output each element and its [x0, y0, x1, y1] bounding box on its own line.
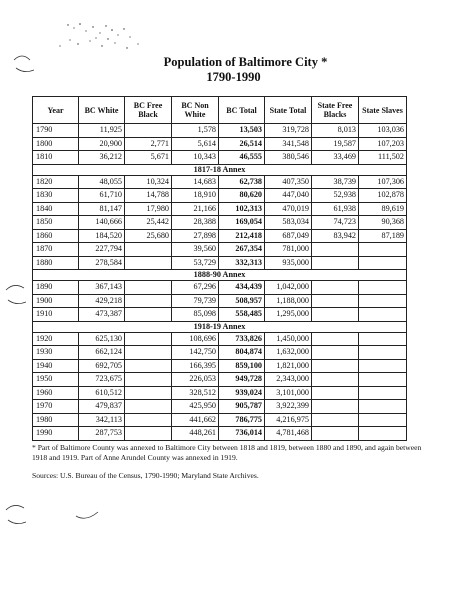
table-cell	[125, 373, 172, 387]
table-cell	[125, 243, 172, 257]
table-cell: 733,826	[219, 332, 265, 346]
table-row	[33, 373, 407, 387]
table-cell: 687,049	[265, 229, 312, 243]
table-cell: 328,512	[172, 386, 219, 400]
table-cell: 3,101,000	[265, 386, 312, 400]
table-cell: 38,739	[312, 175, 359, 189]
footnote: * Part of Baltimore County was annexed to Baltimore City between 1818 and 1819, between 1880 and 1890, and again between 1918 and 1919. Part of Anne Arundel County was annexed in 1919.	[32, 443, 422, 462]
table-cell: 25,680	[125, 229, 172, 243]
table-cell: 46,555	[219, 151, 265, 165]
table-row	[33, 386, 407, 400]
annex-label: 1918-19 Annex	[33, 321, 407, 332]
table-cell: 1,295,000	[265, 308, 312, 322]
table-cell: 25,442	[125, 216, 172, 230]
table-row	[33, 124, 407, 138]
column-header: Year	[33, 97, 79, 124]
table-header-row	[33, 97, 407, 124]
table-cell	[359, 281, 407, 295]
table-cell: 111,502	[359, 151, 407, 165]
table-cell: 448,261	[172, 427, 219, 441]
table-cell	[312, 400, 359, 414]
table-cell: 36,212	[79, 151, 125, 165]
table-cell: 107,306	[359, 175, 407, 189]
table-row	[33, 427, 407, 441]
table-cell: 26,514	[219, 137, 265, 151]
table-cell	[312, 281, 359, 295]
document-subtitle: 1790-1990	[206, 70, 261, 84]
table-cell: 90,368	[359, 216, 407, 230]
table-row	[33, 216, 407, 230]
table-cell: 367,143	[79, 281, 125, 295]
table-cell: 212,418	[219, 229, 265, 243]
table-cell: 804,874	[219, 346, 265, 360]
table-row	[33, 243, 407, 257]
table-cell: 278,584	[79, 256, 125, 270]
table-cell: 1,821,000	[265, 359, 312, 373]
table-cell: 508,957	[219, 294, 265, 308]
table-cell: 1,632,000	[265, 346, 312, 360]
table-row	[33, 229, 407, 243]
table-cell: 1,450,000	[265, 332, 312, 346]
table-row	[33, 175, 407, 189]
table-row	[33, 413, 407, 427]
table-cell: 81,147	[79, 202, 125, 216]
table-cell: 1960	[33, 386, 79, 400]
annex-label: 1888-90 Annex	[33, 270, 407, 281]
table-cell: 102,313	[219, 202, 265, 216]
table-row	[33, 359, 407, 373]
table-cell: 342,113	[79, 413, 125, 427]
table-cell: 11,925	[79, 124, 125, 138]
table-cell	[312, 243, 359, 257]
table-cell: 859,100	[219, 359, 265, 373]
table-cell	[125, 281, 172, 295]
annex-row	[33, 270, 407, 281]
column-header: BC Total	[219, 97, 265, 124]
table-cell: 692,705	[79, 359, 125, 373]
table-cell: 53,729	[172, 256, 219, 270]
table-cell	[125, 413, 172, 427]
table-body	[33, 124, 407, 441]
table-cell: 89,619	[359, 202, 407, 216]
table-cell	[359, 400, 407, 414]
column-header: State Slaves	[359, 97, 407, 124]
table-cell: 441,662	[172, 413, 219, 427]
table-cell	[312, 256, 359, 270]
table-cell: 18,910	[172, 189, 219, 203]
annex-row	[33, 164, 407, 175]
table-cell: 1940	[33, 359, 79, 373]
table-cell: 319,728	[265, 124, 312, 138]
table-row	[33, 332, 407, 346]
table-cell: 169,054	[219, 216, 265, 230]
table-cell: 1790	[33, 124, 79, 138]
table-cell: 1,188,000	[265, 294, 312, 308]
table-cell: 74,723	[312, 216, 359, 230]
annex-label: 1817-18 Annex	[33, 164, 407, 175]
table-cell: 1950	[33, 373, 79, 387]
table-cell: 1,042,000	[265, 281, 312, 295]
table-cell: 87,189	[359, 229, 407, 243]
table-cell: 1870	[33, 243, 79, 257]
table-cell	[359, 346, 407, 360]
table-cell: 1990	[33, 427, 79, 441]
table-row	[33, 400, 407, 414]
table-cell: 52,938	[312, 189, 359, 203]
table-cell: 14,683	[172, 175, 219, 189]
column-header: BC White	[79, 97, 125, 124]
table-cell: 341,548	[265, 137, 312, 151]
column-header: BC Non White	[172, 97, 219, 124]
table-row	[33, 256, 407, 270]
table-cell: 2,343,000	[265, 373, 312, 387]
table-cell	[312, 427, 359, 441]
table-cell	[359, 413, 407, 427]
table-row	[33, 189, 407, 203]
table-cell	[312, 294, 359, 308]
table-cell	[312, 386, 359, 400]
table-cell: 142,750	[172, 346, 219, 360]
table-cell	[359, 243, 407, 257]
table-cell: 33,469	[312, 151, 359, 165]
table-cell: 4,781,468	[265, 427, 312, 441]
table-cell	[125, 346, 172, 360]
table-cell: 473,387	[79, 308, 125, 322]
table-cell: 107,203	[359, 137, 407, 151]
table-cell: 905,787	[219, 400, 265, 414]
table-cell	[125, 427, 172, 441]
table-cell	[312, 332, 359, 346]
table-cell: 939,024	[219, 386, 265, 400]
table-cell: 62,738	[219, 175, 265, 189]
table-cell: 8,013	[312, 124, 359, 138]
table-cell	[312, 308, 359, 322]
table-row	[33, 151, 407, 165]
table-cell	[125, 332, 172, 346]
table-cell: 1980	[33, 413, 79, 427]
table-cell: 67,296	[172, 281, 219, 295]
table-cell: 21,166	[172, 202, 219, 216]
table-cell: 83,942	[312, 229, 359, 243]
table-cell: 1900	[33, 294, 79, 308]
table-cell: 1880	[33, 256, 79, 270]
table-row	[33, 346, 407, 360]
table-cell: 2,771	[125, 137, 172, 151]
table-cell	[359, 308, 407, 322]
table-cell: 781,000	[265, 243, 312, 257]
table-cell: 79,739	[172, 294, 219, 308]
table-cell: 479,837	[79, 400, 125, 414]
table-cell: 1840	[33, 202, 79, 216]
table-cell: 736,014	[219, 427, 265, 441]
table-cell	[359, 256, 407, 270]
table-cell	[312, 413, 359, 427]
table-cell: 267,354	[219, 243, 265, 257]
table-cell: 85,098	[172, 308, 219, 322]
table-cell	[359, 427, 407, 441]
table-row	[33, 281, 407, 295]
table-cell: 61,938	[312, 202, 359, 216]
table-cell: 19,587	[312, 137, 359, 151]
table-cell: 287,753	[79, 427, 125, 441]
table-cell: 447,040	[265, 189, 312, 203]
table-cell	[125, 400, 172, 414]
table-cell	[312, 373, 359, 387]
table-cell: 935,000	[265, 256, 312, 270]
table-cell	[359, 359, 407, 373]
table-cell: 625,130	[79, 332, 125, 346]
table-row	[33, 137, 407, 151]
table-cell: 1890	[33, 281, 79, 295]
table-cell: 5,614	[172, 137, 219, 151]
table-cell: 103,036	[359, 124, 407, 138]
table-cell: 1810	[33, 151, 79, 165]
table-cell: 17,980	[125, 202, 172, 216]
table-cell: 1850	[33, 216, 79, 230]
table-cell: 10,324	[125, 175, 172, 189]
table-cell: 39,560	[172, 243, 219, 257]
table-cell	[125, 124, 172, 138]
table-row	[33, 294, 407, 308]
table-cell: 1930	[33, 346, 79, 360]
table-cell	[125, 308, 172, 322]
table-cell: 407,350	[265, 175, 312, 189]
table-cell: 14,788	[125, 189, 172, 203]
table-row	[33, 202, 407, 216]
table-cell: 1860	[33, 229, 79, 243]
table-cell: 723,675	[79, 373, 125, 387]
table-cell: 226,053	[172, 373, 219, 387]
table-cell: 662,124	[79, 346, 125, 360]
table-cell: 48,055	[79, 175, 125, 189]
table-cell: 1820	[33, 175, 79, 189]
table-cell: 61,710	[79, 189, 125, 203]
table-cell	[312, 346, 359, 360]
table-cell: 1,578	[172, 124, 219, 138]
table-cell: 140,666	[79, 216, 125, 230]
table-cell: 558,485	[219, 308, 265, 322]
table-cell	[125, 256, 172, 270]
column-header: BC Free Black	[125, 97, 172, 124]
table-cell: 1970	[33, 400, 79, 414]
annex-row	[33, 321, 407, 332]
table-cell	[125, 359, 172, 373]
table-cell: 102,878	[359, 189, 407, 203]
table-cell: 80,620	[219, 189, 265, 203]
table-cell: 949,728	[219, 373, 265, 387]
table-cell: 425,950	[172, 400, 219, 414]
table-cell: 27,898	[172, 229, 219, 243]
table-cell: 1830	[33, 189, 79, 203]
table-cell	[125, 386, 172, 400]
document-title: Population of Baltimore City *	[163, 55, 328, 69]
table-cell	[312, 359, 359, 373]
table-cell: 3,922,399	[265, 400, 312, 414]
table-cell: 1910	[33, 308, 79, 322]
table-cell: 184,520	[79, 229, 125, 243]
table-cell: 10,343	[172, 151, 219, 165]
table-cell: 332,313	[219, 256, 265, 270]
table-cell: 434,439	[219, 281, 265, 295]
column-header: State Free Blacks	[312, 97, 359, 124]
table-cell	[359, 294, 407, 308]
sources-note: Sources: U.S. Bureau of the Census, 1790-1990; Maryland State Archives.	[32, 471, 259, 480]
table-row	[33, 308, 407, 322]
table-cell: 583,034	[265, 216, 312, 230]
column-header: State Total	[265, 97, 312, 124]
table-cell: 5,671	[125, 151, 172, 165]
table-cell: 610,512	[79, 386, 125, 400]
table-cell: 227,794	[79, 243, 125, 257]
table-cell: 1920	[33, 332, 79, 346]
table-cell	[359, 332, 407, 346]
table-cell	[359, 386, 407, 400]
population-table	[32, 96, 407, 441]
table-cell: 20,900	[79, 137, 125, 151]
table-cell: 786,775	[219, 413, 265, 427]
table-cell: 166,395	[172, 359, 219, 373]
table-cell: 429,218	[79, 294, 125, 308]
table-cell: 28,388	[172, 216, 219, 230]
table-cell	[359, 373, 407, 387]
table-cell: 13,503	[219, 124, 265, 138]
table-cell: 4,216,975	[265, 413, 312, 427]
table-cell: 108,696	[172, 332, 219, 346]
table-cell: 470,019	[265, 202, 312, 216]
table-cell	[125, 294, 172, 308]
table-cell: 1800	[33, 137, 79, 151]
table-cell: 380,546	[265, 151, 312, 165]
